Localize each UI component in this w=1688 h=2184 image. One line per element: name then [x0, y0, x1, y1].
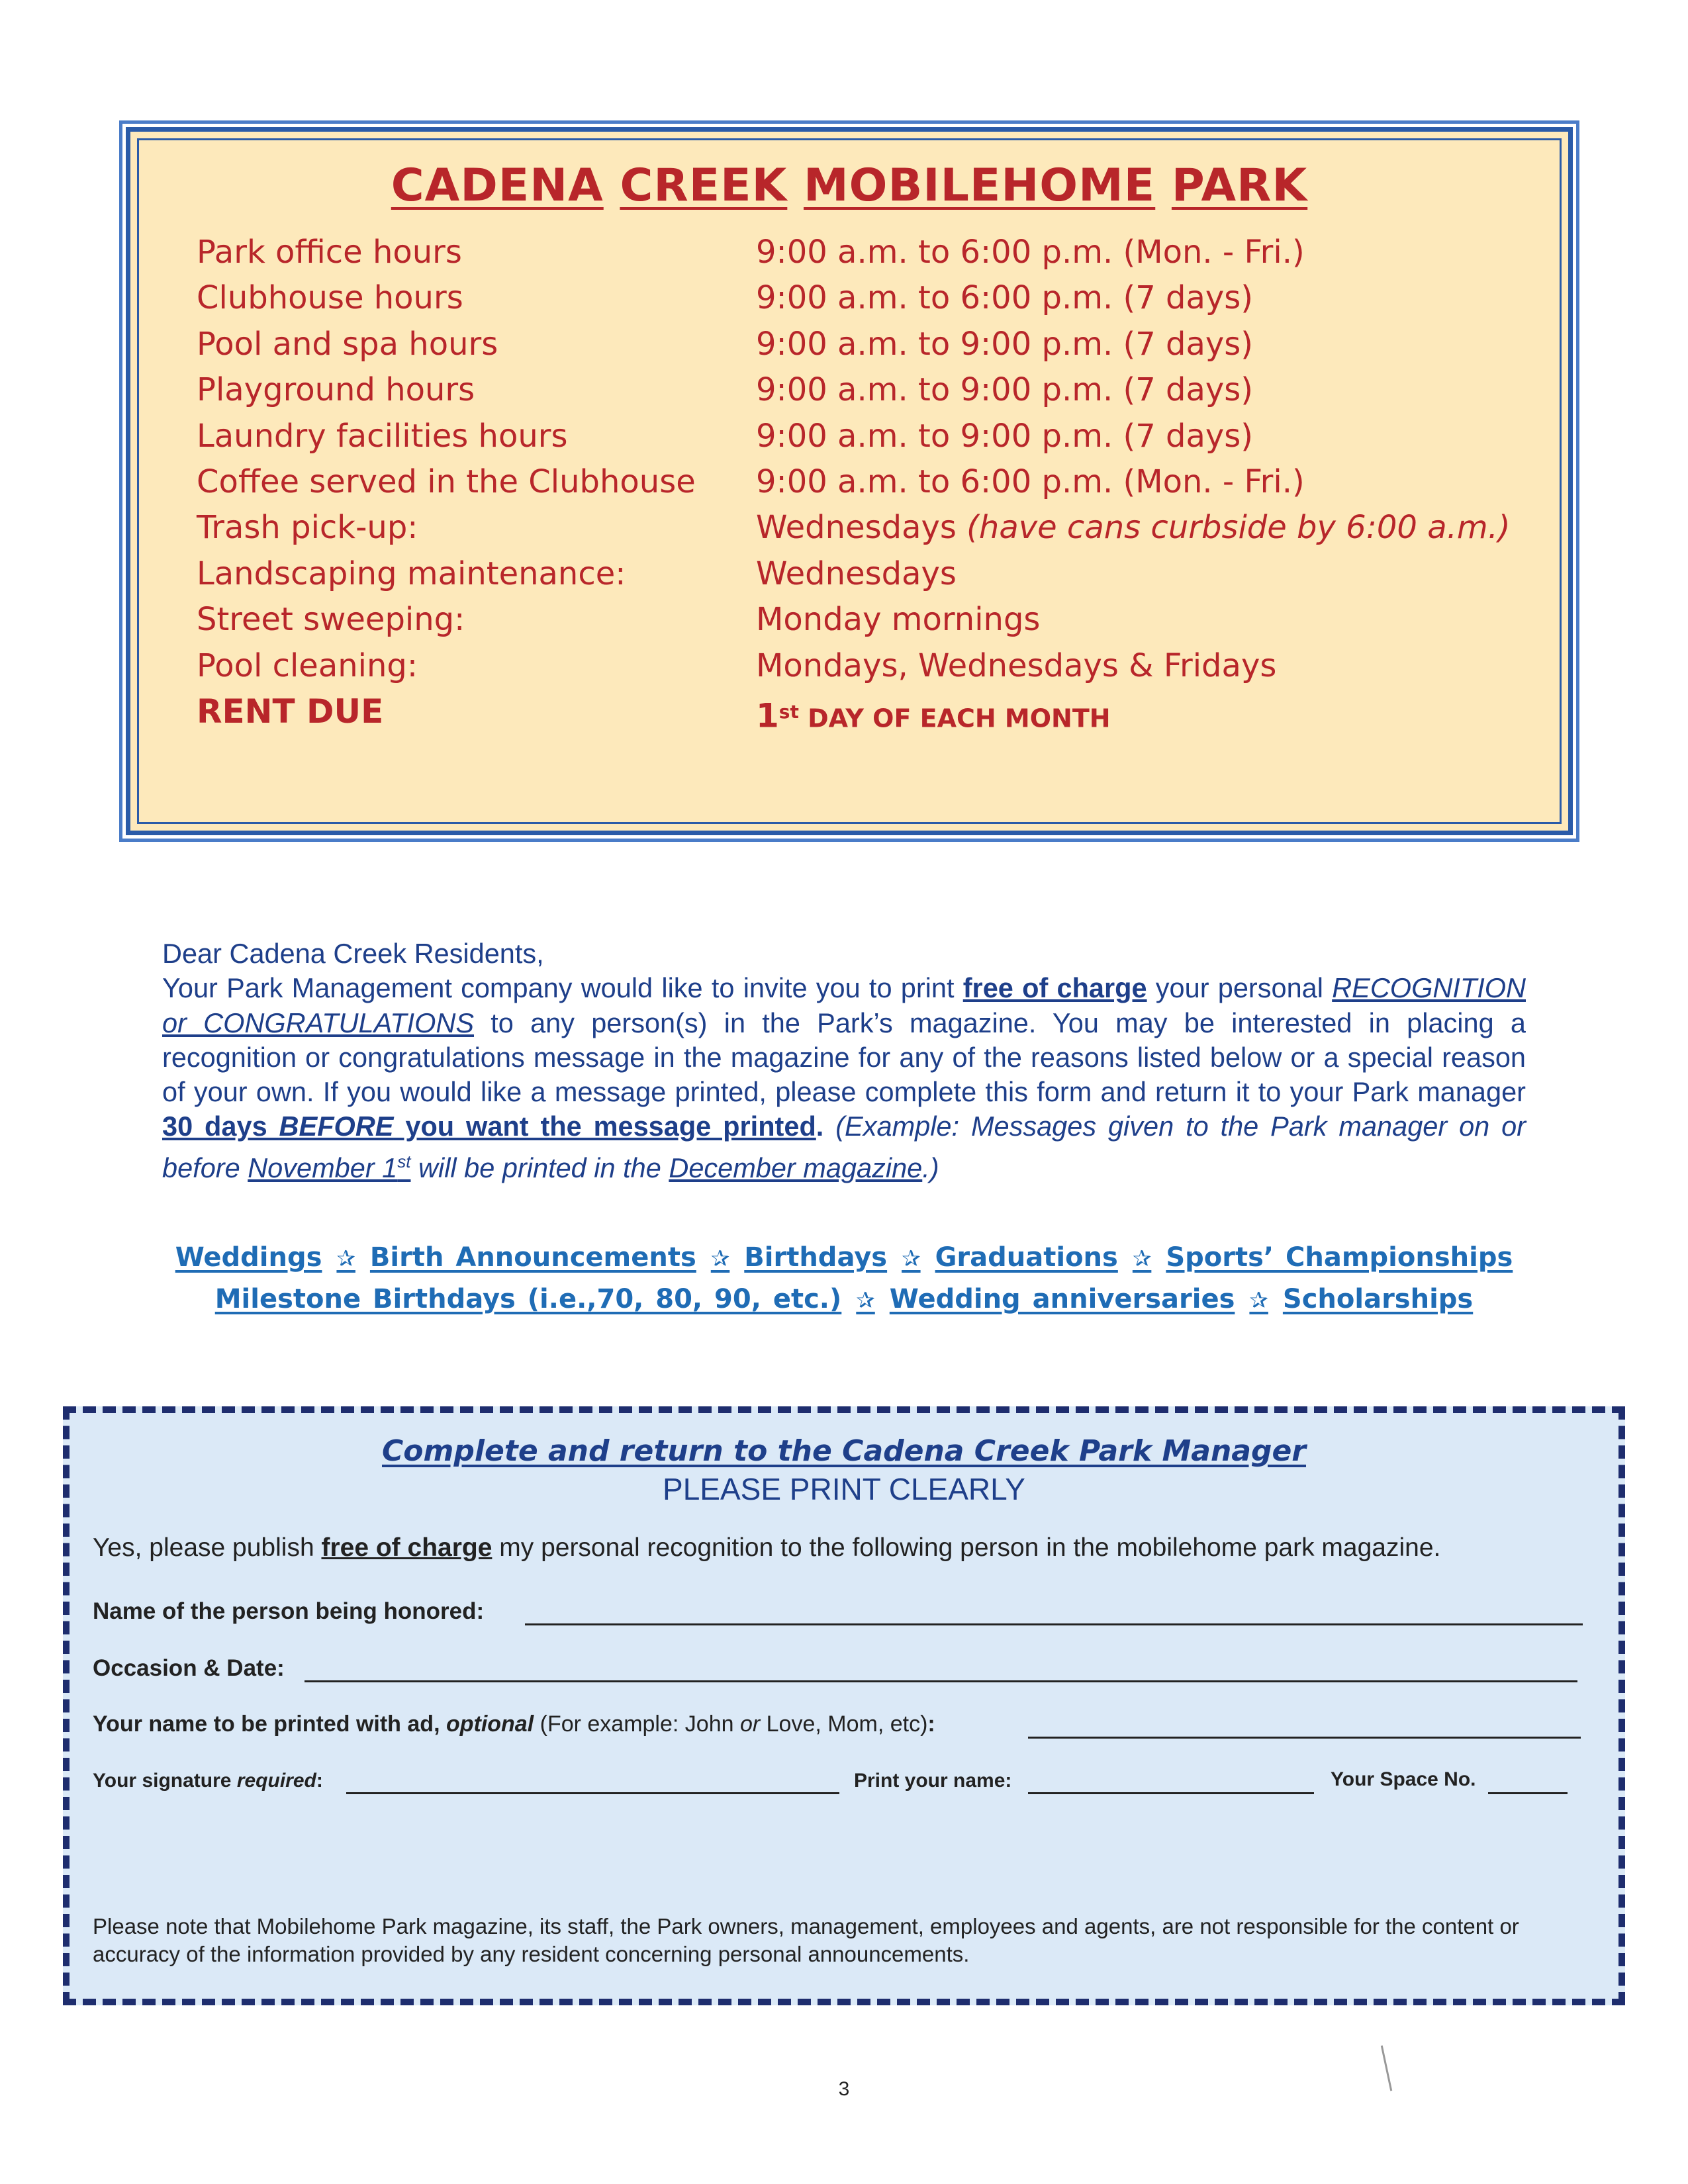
reasons-line-1 [99, 1238, 1589, 1279]
schedule-value: 9:00 a.m. to 9:00 p.m. (7 days) [756, 325, 1254, 363]
schedule-row [197, 505, 1511, 551]
example-magazine: December magazine [669, 1152, 923, 1183]
text: Your signature [93, 1770, 237, 1792]
text: .) [922, 1152, 939, 1183]
star-icon: ✰ [710, 1246, 730, 1272]
schedule-value: Monday mornings [756, 601, 1041, 639]
park-title [130, 159, 1568, 212]
invitation-letter [162, 936, 1526, 1185]
schedule-row [197, 643, 1507, 689]
text: 30 days [162, 1111, 279, 1142]
text: : [927, 1711, 935, 1737]
schedule-label: Coffee served in the Clubhouse [197, 463, 696, 500]
text: Yes, please publish [93, 1533, 322, 1562]
print-name-field[interactable] [1028, 1792, 1314, 1794]
title-word: CADENA [391, 159, 604, 212]
schedule-label: Pool and spa hours [197, 325, 498, 363]
text: (For example: John [534, 1711, 740, 1737]
free-of-charge-emphasis: free of charge [321, 1533, 492, 1562]
schedule-label: Laundry facilities hours [197, 417, 568, 455]
consent-statement [93, 1533, 1440, 1563]
text: will be printed in the [410, 1152, 669, 1183]
text: required [236, 1770, 316, 1792]
title-word: MOBILEHOME [804, 159, 1156, 212]
text: optional [445, 1711, 534, 1737]
schedule-row [197, 459, 1507, 505]
rent-day-number: 1 [756, 696, 779, 735]
text: my personal recognition to the following person in the mobilehome park magazine. [492, 1533, 1441, 1562]
print-name-label: Print your name: [854, 1770, 1012, 1792]
reason-item: Wedding anniversaries [889, 1284, 1235, 1314]
text: or [739, 1711, 761, 1737]
schedule-value: 9:00 a.m. to 6:00 p.m. (Mon. - Fri.) [756, 463, 1305, 500]
rent-due-label: RENT DUE [197, 692, 384, 731]
schedule-list [197, 230, 1511, 735]
rent-due-row [197, 689, 1507, 735]
reason-item: Birthdays [744, 1242, 888, 1273]
schedule-row [197, 414, 1507, 459]
text: : [316, 1770, 323, 1792]
schedule-value: 9:00 a.m. to 6:00 p.m. (Mon. - Fri.) [756, 234, 1305, 271]
rent-due-value [756, 689, 1111, 742]
schedule-row [197, 597, 1507, 643]
schedule-row [197, 367, 1507, 413]
reasons-list [99, 1238, 1589, 1321]
honoree-name-field[interactable] [525, 1623, 1583, 1625]
deadline-emphasis [162, 1111, 816, 1142]
star-icon: ✰ [902, 1246, 921, 1272]
text: st [397, 1151, 411, 1171]
schedule-label: Trash pick-up: [197, 509, 418, 547]
letter-body [162, 971, 1526, 1185]
schedule-row [197, 322, 1507, 367]
text: November 1 [248, 1152, 398, 1183]
star-icon: ✰ [856, 1287, 875, 1314]
occasion-date-label: Occasion & Date: [93, 1655, 285, 1681]
text: . [816, 1111, 824, 1142]
signature-label [93, 1770, 323, 1792]
occasion-date-field[interactable] [305, 1680, 1577, 1682]
schedule-value-note: (have cans curbside by 6:00 a.m.) [966, 509, 1511, 547]
reason-item: Sports’ Championships [1166, 1242, 1513, 1273]
schedule-value: 9:00 a.m. to 9:00 p.m. (7 days) [756, 417, 1254, 455]
honoree-name-label: Name of the person being honored: [93, 1598, 485, 1624]
schedule-value: 9:00 a.m. to 6:00 p.m. (7 days) [756, 279, 1254, 317]
text: Your Park Management company would like to invite you to print [162, 972, 963, 1004]
schedule-value-main: Wednesdays [756, 509, 967, 547]
text: BEFORE [279, 1111, 394, 1142]
free-of-charge-emphasis: free of charge [962, 972, 1147, 1004]
text: Love, Mom, etc) [760, 1711, 928, 1737]
text: your personal [1147, 972, 1333, 1004]
schedule-row [197, 275, 1507, 321]
text: (Example: Messages given to the Park manager on or before [162, 1111, 1526, 1183]
space-number-field[interactable] [1488, 1792, 1568, 1794]
schedule-row [197, 551, 1507, 597]
schedule-label: Park office hours [197, 234, 462, 271]
schedule-row [197, 230, 1507, 275]
schedule-label: Playground hours [197, 371, 475, 409]
form-subheading: PLEASE PRINT CLEARLY [663, 1472, 1025, 1506]
rent-day-suffix: st [778, 700, 799, 723]
rent-day-text: DAY OF EACH MONTH [798, 704, 1111, 733]
star-icon: ✰ [1249, 1287, 1268, 1314]
letter-greeting: Dear Cadena Creek Residents, [162, 938, 544, 969]
signature-field[interactable] [346, 1792, 839, 1794]
schedule-label: Pool cleaning: [197, 647, 418, 684]
star-icon: ✰ [1132, 1246, 1152, 1272]
reason-item: Graduations [935, 1242, 1118, 1273]
page-number: 3 [838, 2078, 850, 2100]
space-number-label: Your Space No. [1331, 1768, 1476, 1790]
recognition-emphasis: RECOGNITION or CONGRATULATIONS [162, 972, 1526, 1038]
schedule-label: Street sweeping: [197, 601, 465, 639]
schedule-box [126, 127, 1573, 835]
reason-item: Scholarships [1282, 1284, 1474, 1314]
example-date [248, 1152, 410, 1183]
schedule-value: Wednesdays [756, 555, 957, 592]
star-icon: ✰ [336, 1246, 355, 1272]
text: Your name to be printed with ad, [93, 1711, 446, 1737]
schedule-value [756, 505, 1511, 551]
reason-item: Birth Announcements [369, 1242, 696, 1273]
reason-item: Weddings [175, 1242, 322, 1273]
ad-name-label [93, 1711, 935, 1737]
ad-name-field[interactable] [1028, 1737, 1581, 1739]
reasons-line-2 [99, 1279, 1589, 1321]
schedule-label: Landscaping maintenance: [197, 555, 626, 592]
schedule-value: Mondays, Wednesdays & Fridays [756, 647, 1277, 684]
title-word: PARK [1171, 159, 1308, 212]
recognition-form [63, 1406, 1625, 2005]
form-heading: Complete and return to the Cadena Creek Park Manager [382, 1434, 1306, 1468]
schedule-label: Clubhouse hours [197, 279, 463, 317]
title-word: CREEK [620, 159, 788, 212]
schedule-value: 9:00 a.m. to 9:00 p.m. (7 days) [756, 371, 1254, 409]
reason-item: Milestone Birthdays (i.e.,70, 80, 90, etc.) [214, 1284, 842, 1314]
text: to any person(s) in the Park’s magazine. You may be interested in placing a recognition or congratulations message in the magazine for any of the reasons listed below or a special reason of your own. If you would like a message printed, please complete this form and return it to your Park manager [162, 1007, 1526, 1108]
text: you want the message printed [393, 1111, 816, 1142]
disclaimer-note: Please note that Mobilehome Park magazine, its staff, the Park owners, management, employees and agents, are not responsible for the content or accuracy of the information provided by any resident concerning personal announcements. [93, 1914, 1519, 1966]
